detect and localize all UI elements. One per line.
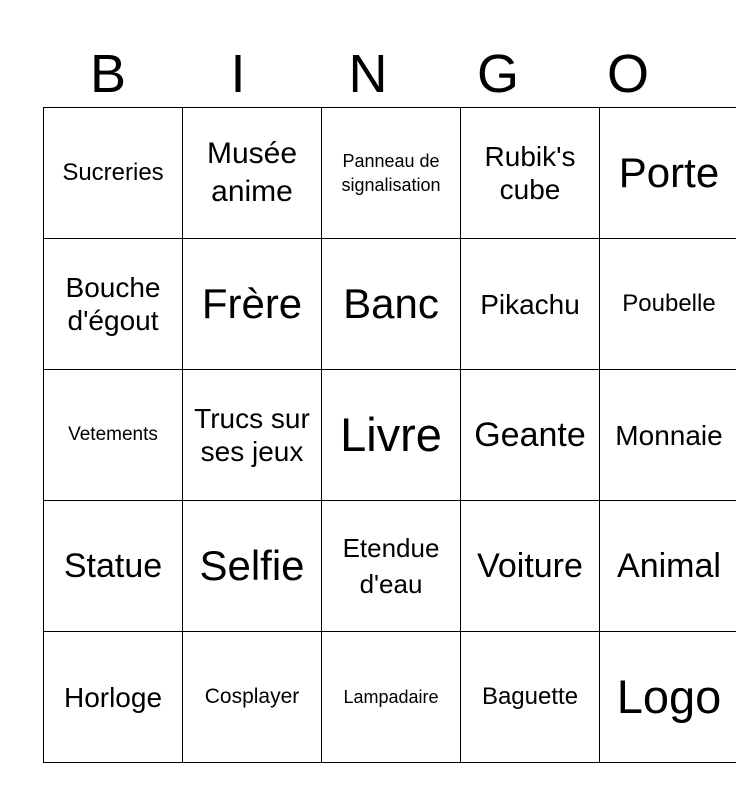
bingo-cell[interactable]: Horloge — [44, 632, 183, 763]
bingo-cell[interactable]: Sucreries — [44, 108, 183, 239]
header-letter-n: N — [348, 44, 388, 104]
board-row — [44, 108, 736, 239]
header-letter-o: O — [606, 44, 649, 104]
bingo-cell[interactable]: Panneau de signalisation — [322, 108, 461, 239]
bingo-cell[interactable]: Frère — [183, 239, 322, 370]
bingo-cell[interactable]: Rubik's cube — [461, 108, 600, 239]
bingo-cell[interactable]: Lampadaire — [322, 632, 461, 763]
bingo-cell[interactable]: Banc — [322, 239, 461, 370]
bingo-cell[interactable]: Pikachu — [461, 239, 600, 370]
board-row — [44, 501, 736, 632]
header-letter-g: G — [476, 44, 519, 104]
bingo-cell[interactable]: Poubelle — [600, 239, 736, 370]
bingo-cell[interactable]: Geante — [461, 370, 600, 501]
bingo-cell[interactable]: Voiture — [461, 501, 600, 632]
bingo-cell[interactable]: Selfie — [183, 501, 322, 632]
board-row — [44, 239, 736, 370]
bingo-cell[interactable]: Baguette — [461, 632, 600, 763]
bingo-cell[interactable]: Bouche d'égout — [44, 239, 183, 370]
bingo-cell[interactable]: Musée anime — [183, 108, 322, 239]
bingo-cell[interactable]: Monnaie — [600, 370, 736, 501]
bingo-board — [43, 107, 736, 763]
bingo-cell[interactable]: Etendue d'eau — [322, 501, 461, 632]
bingo-cell[interactable]: Livre — [322, 370, 461, 501]
bingo-header — [43, 40, 693, 108]
header-letter-i: I — [230, 44, 246, 104]
board-row — [44, 370, 736, 501]
bingo-cell[interactable]: Porte — [600, 108, 736, 239]
header-letter-b: B — [89, 44, 127, 104]
board-row — [44, 632, 736, 763]
bingo-cell[interactable]: Vetements — [44, 370, 183, 501]
bingo-cell[interactable]: Logo — [600, 632, 736, 763]
bingo-cell[interactable]: Trucs sur ses jeux — [183, 370, 322, 501]
bingo-cell[interactable]: Cosplayer — [183, 632, 322, 763]
bingo-cell[interactable]: Statue — [44, 501, 183, 632]
bingo-cell[interactable]: Animal — [600, 501, 736, 632]
